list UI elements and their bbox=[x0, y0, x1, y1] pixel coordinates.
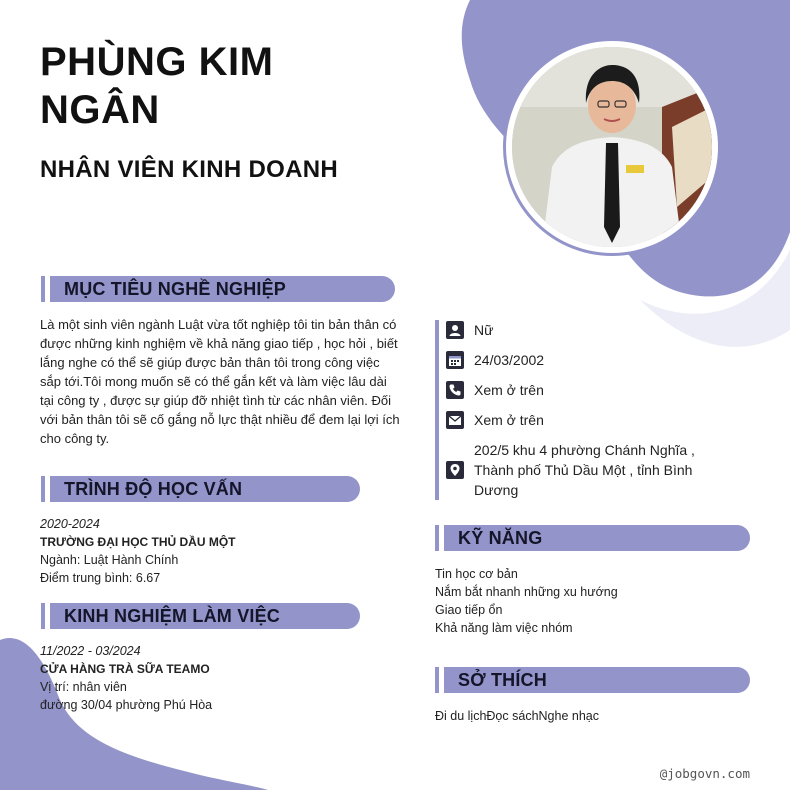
experience-heading bbox=[50, 603, 360, 629]
contact-phone bbox=[445, 380, 734, 400]
skill-item: Khả năng làm việc nhóm bbox=[435, 621, 573, 635]
candidate-name: PHÙNG KIM NGÂN bbox=[40, 40, 274, 132]
experience-address: đường 30/04 phường Phú Hòa bbox=[40, 698, 213, 712]
job-title: NHÂN VIÊN KINH DOANH bbox=[40, 156, 339, 183]
objective-text: Là một sinh viên ngành Luật vừa tốt nghiệp tôi tin bản thân có được những kinh nghiệm về khả năng giao tiếp , học hỏi , biết lắng nghe có thể sẽ giúp được bản thân tôi trong công việc sắp tới.Tôi mong muốn sẽ có thể gắn kết và làm việc lâu dài tại công ty , được sự giúp đỡ nhiệt tình từ các nhân viên. Đối với bản thân tôi sẽ cố gắng nỗ lực thật nhiều để đem lại lợi ích cho công ty. bbox=[40, 317, 400, 446]
education-period: 2020-2024 bbox=[40, 517, 100, 531]
skills-heading-text: KỸ NĂNG bbox=[458, 527, 543, 548]
gender-text: Nữ bbox=[474, 322, 494, 338]
education-school: TRƯỜNG ĐẠI HỌC THỦ DẦU MỘT bbox=[40, 535, 236, 549]
hobbies-heading-text: SỞ THÍCH bbox=[458, 669, 547, 690]
experience-position: Vị trí: nhân viên bbox=[40, 680, 127, 694]
profile-photo bbox=[512, 47, 712, 247]
calendar-icon bbox=[445, 350, 465, 370]
education-major: Ngành: Luật Hành Chính bbox=[40, 553, 179, 567]
email-text: Xem ở trên bbox=[474, 412, 544, 428]
address-text: 202/5 khu 4 phường Chánh Nghĩa , Thành phố Thủ Dầu Một , tỉnh Bình Dương bbox=[474, 442, 695, 498]
education-heading-text: TRÌNH ĐỘ HỌC VẤN bbox=[64, 478, 243, 499]
phone-icon bbox=[445, 380, 465, 400]
avatar bbox=[512, 47, 712, 247]
contact-accent-bar bbox=[435, 320, 439, 500]
skill-item: Tin học cơ bản bbox=[435, 567, 518, 581]
contact-address bbox=[445, 440, 734, 500]
skill-item: Giao tiếp ổn bbox=[435, 603, 503, 617]
person-icon bbox=[445, 320, 465, 340]
contact-birthday bbox=[445, 350, 734, 370]
site-watermark: @jobgovn.com bbox=[659, 766, 750, 781]
objective-heading-text: MỤC TIÊU NGHỀ NGHIỆP bbox=[64, 278, 287, 299]
objective-heading bbox=[50, 276, 395, 302]
experience-company: CỬA HÀNG TRÀ SỮA TEAMO bbox=[40, 662, 210, 676]
education-heading bbox=[50, 476, 360, 502]
contact-email bbox=[445, 410, 734, 430]
skills-heading bbox=[444, 525, 750, 551]
location-icon bbox=[445, 460, 465, 480]
avatar-frame bbox=[503, 38, 721, 256]
birthday-text: 24/03/2002 bbox=[474, 352, 545, 368]
experience-entry bbox=[40, 642, 380, 714]
experience-heading-text: KINH NGHIỆM LÀM VIỆC bbox=[64, 605, 281, 626]
phone-text: Xem ở trên bbox=[474, 382, 544, 398]
education-entry bbox=[40, 515, 380, 587]
hobbies-text: Đi du lịchĐọc sáchNghe nhạc bbox=[435, 709, 599, 723]
contact-gender bbox=[445, 320, 734, 340]
skill-item: Nắm bắt nhanh những xu hướng bbox=[435, 585, 618, 599]
mail-icon bbox=[445, 410, 465, 430]
header bbox=[40, 38, 340, 184]
experience-period: 11/2022 - 03/2024 bbox=[40, 644, 141, 658]
hobbies-heading bbox=[444, 667, 750, 693]
education-gpa: Điểm trung bình: 6.67 bbox=[40, 571, 161, 585]
skills-list bbox=[435, 565, 755, 637]
